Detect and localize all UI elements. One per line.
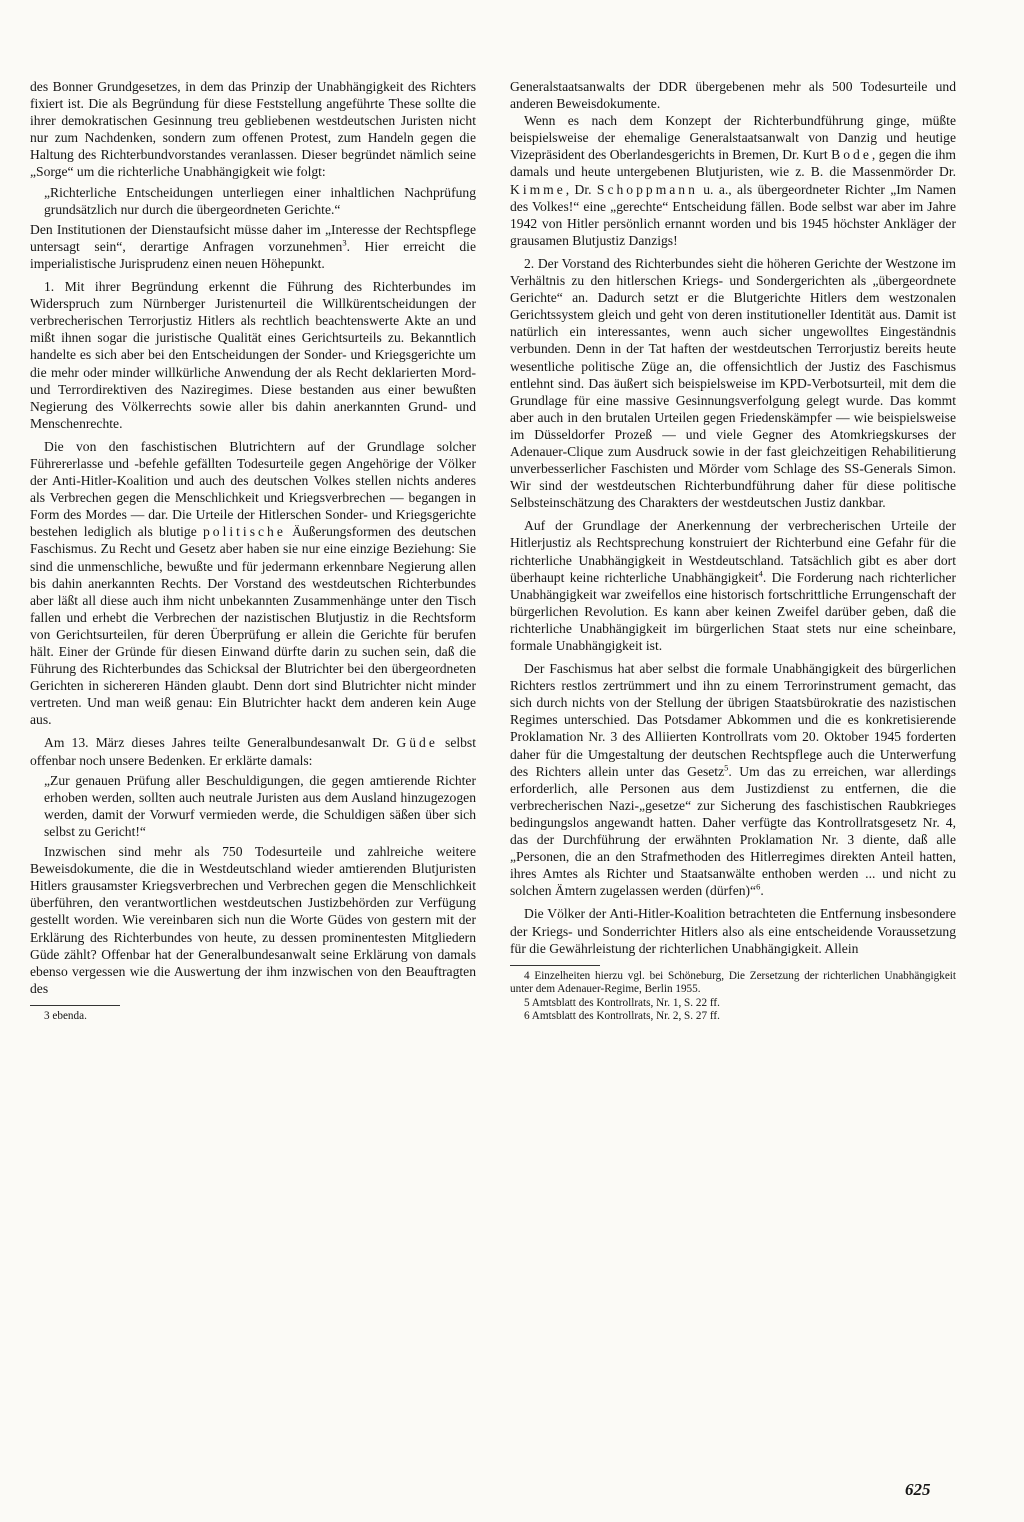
footnote-4: 4 Einzelheiten hierzu vgl. bei Schöneburg, Die Zersetzung der richterlichen Unabhängigkeit unter dem Adenauer-Regime, Berlin 1955.	[510, 969, 956, 996]
paragraph: Die von den faschistischen Blutrichtern auf der Grundlage solcher Führererlasse und -befehle gefällten Todesurteile gegen Angehörige der Völker der Anti-Hitler-Koalition und auch des deutschen Volkes stellen nichts anderes als Verbrechen gegen die Menschlichkeit und Kriegsverbrechen — begangen in Form des Mordes — dar. Die Urteile der Hitlerschen Sonder- und Kriegsgerichte bestehen lediglich als blutige politische Äußerungsformen des deutschen Faschismus. Zu Recht und Gesetz aber haben sie nur eine einzige Beziehung: Sie sind die unmenschliche, bewußte und für jedermann erkennbare Negierung allen bis dahin anerkannten Rechts. Der Vorstand des westdeutschen Richterbundes aber läßt all diese auch ihm nicht unbekannten Zusammenhänge unter den Tisch fallen und erhebt die Verbrechen der nazistischen Blutjustiz in die Rechtsform von Gerichtsurteilen, für deren Überprüfung er allein die Gerichte für berufen hält. Einer der Gründe für diesen Einwand dürfte darin zu suchen sein, daß die Führung des Richterbundes das Schicksal der Blutrichter bei den übergeordneten Gerichten in sichereren Händen glaubt. Denn dort sind Blutrichter nicht minder vertreten. Und man weiß genau: Ein Blutrichter hackt dem anderen kein Auge aus.	[30, 438, 477, 728]
quote: „Zur genauen Prüfung aller Beschuldigungen, die gegen amtierende Richter erhoben werden, sollten auch neutrale Juristen aus dem Ausland hinzugezogen werden, damit der Vorwurf vermieden werde, die Schuldigen säßen über sich selbst zu Gericht!“	[44, 772, 476, 839]
paragraph: Wenn es nach dem Konzept der Richterbundführung ginge, müßte beispielsweise der ehemalige Generalstaatsanwalt von Danzig und heutige Vizepräsident des Oberlandesgerichts in Bremen, Dr. Kurt Bode, gegen die ihm damals und heute untergebenen Blutjuristen, wie z. B. die Massenmörder Dr. Kimme, Dr. Schoppmann u. a., als übergeordneter Richter „Im Namen des Volkes!“ eine „gerechte“ Entscheidung fällen. Bode selbst war aber im Jahre 1942 von Hitler persönlich ernannt worden und bis 1945 höchster Ankläger der grausamen Blutjustiz Danzigs!	[510, 113, 957, 248]
footnote-ref[interactable]: 4	[758, 568, 763, 579]
paragraph: Die Völker der Anti-Hitler-Koalition betrachteten die Entfernung insbesondere der Kriegs- und Sonderrichter Hitlers also als eine entscheidende Voraussetzung für die Gewährleistung der richterlichen Unabhängigkeit. Allein	[510, 906, 956, 956]
paragraph: des Bonner Grundgesetzes, in dem das Prinzip der Unabhängigkeit des Richters fixiert ist. Die als Begründung für diese Feststellung angeführte These sollte die ihrer demokratischen Gesinnung treu gebliebenen westdeutschen Juristen nicht nur zum Nachdenken, sondern zum offenen Protest, zum Handeln gegen die Haltung des Richterbundvorstandes veranlassen. Dieser begründet nämlich seine „Sorge“ um die richterliche Unabhängigkeit wie folgt:	[30, 79, 476, 180]
paragraph: Inzwischen sind mehr als 750 Todesurteile und zahlreiche weitere Beweisdokumente, die die in Westdeutschland wieder amtierenden Blutjuristen Hitlers grausamster Kriegsverbrechen und Verbrechen gegen die Menschlichkeit überführen, den verantwortlichen westdeutschen Justizbehörden zur Verfügung gestellt worden. Wie vereinbaren sich nun die Worte Güdes von gestern mit der Erklärung des Richterbundes von heute, zu dessen prominentesten Mitgliedern Güde zählt? Offenbar hat der Generalbundesanwalt seine Erklärung von damals ebenso vergessen wie die Auswertung der ihm inzwischen von den Beauftragten des	[30, 844, 476, 996]
paragraph: Generalstaatsanwalts der DDR übergebenen mehr als 500 Todesurteile und anderen Beweisdokumente.	[510, 79, 956, 112]
page-number: 625	[905, 1480, 931, 1499]
footnote-3: 3 ebenda.	[44, 1009, 87, 1022]
footnote-ref[interactable]: 3	[342, 237, 347, 248]
paragraph: 1. Mit ihrer Begründung erkennt die Führung des Richterbundes im Widerspruch zum Nürnberger Juristenurteil die Willkürentscheidungen der verbrecherischen Terrorjustiz Hitlers als rechtlich beachtenswerte Akte an und mißt ihnen sogar die juristische Qualität eines Gerichtsurteils zu. Bekanntlich handelte es sich aber bei den Entscheidungen der Sonder- und Kriegsgerichte um die mehr oder minder willkürliche Anwendung der als Recht deklarierten Mord- und Terrordirektiven des Naziregimes. Diese bestanden aus einer bewußten Negierung des Völkerrechts sowie aller bis dahin anerkannten Grund- und Menschenrechte.	[30, 279, 476, 431]
footnote-divider	[30, 1005, 120, 1006]
footnote-ref[interactable]: 6	[756, 881, 761, 892]
footnote-5: 5 Amtsblatt des Kontrollrats, Nr. 1, S. 22 ff.	[524, 996, 720, 1009]
paragraph: Auf der Grundlage der Anerkennung der verbrecherischen Urteile der Hitlerjustiz als Rechtsprechung konstruiert der Richterbund eine Gefahr für die richterliche Unabhängigkeit in Westdeutschland. Tatsächlich gibt es aber dort überhaupt keine richterliche Unabhängigkeit$^4$. Die Forderung nach richterlicher Unabhängigkeit war zweifellos eine historisch fortschrittliche Errungenschaft der bürgerlichen Revolution. Es kann aber keinen Zweifel darüber geben, daß die richterliche Unabhängigkeit im bürgerlichen Staat stets nur eine scheinbare, formale Unabhängigkeit ist.	[510, 518, 957, 653]
paragraph: Den Institutionen der Dienstaufsicht müsse daher im „Interesse der Rechtspflege untersagt sein“, derartige Anfragen vorzunehmen$^3$. Hier erreicht die imperialistische Jurisprudenz einen neuen Höhepunkt.	[30, 221, 476, 271]
quote: „Richterliche Entscheidungen unterliegen einer inhaltlichen Nachprüfung grundsätzlich nur durch die übergeordneten Gerichte.“	[44, 184, 476, 217]
footnote-divider	[510, 965, 600, 966]
paragraph: Der Faschismus hat aber selbst die formale Unabhängigkeit des bürgerlichen Richters restlos zertrümmert und ihn zu einem Terrorinstrument gemacht, das sich durch nichts von der Stellung der übrigen Staatsbürokratie des nazistischen Regimes unterschied. Das Potsdamer Abkommen und die es konkretisierende Proklamation Nr. 3 des Alliierten Kontrollrats vom 20. Oktober 1945 forderten daher für die Umgestaltung der deutschen Rechtspflege auch die Unterwerfung des Richters allein unter das Gesetz$^5$. Um das zu erreichen, war allerdings erforderlich, alle Personen aus dem Justizdienst zu entfernen, die die verbrecherischen Nazi-„gesetze“ zur Sicherung des faschistischen Raubkrieges bedingungslos angewandt hatten. Daher verfügte das Kontrollratsgesetz Nr. 4, das der Durchführung der erwähnten Proklamation Nr. 3 diente, daß alle „Personen, die an den Strafmethoden des Hitlerregimes direkten Anteil hatten, ihres Amtes als Richter und Staatsanwälte enthoben werden ... und nicht zu solchen Ämtern zugelassen werden (dürfen)“$^6$.	[510, 661, 956, 899]
left-column	[30, 78, 476, 1023]
paragraph: Am 13. März dieses Jahres teilte Generalbundesanwalt Dr. Güde selbst offenbar noch unsere Bedenken. Er erklärte damals:	[30, 735, 476, 768]
footnote-ref[interactable]: 5	[724, 762, 729, 773]
paragraph: 2. Der Vorstand des Richterbundes sieht die höheren Gerichte der Westzone im Verhältnis zu den hitlerschen Kriegs- und Sondergerichten als „übergeordnete Gerichte“ an. Dadurch setzt er die Blutgerichte Hitlers dem westzonalen Gerichtssystem gleich und geht von deren institutioneller Identität aus. Damit ist natürlich ein interessantes, wenn auch sicher ungewolltes Eingeständnis verbunden. Denn in der Tat haften der westdeutschen Terrorjustiz bereits heute wesentliche politische Züge an, die offensichtlich der Justiz des Faschismus entlehnt sind. Das äußert sich beispielsweise im KPD-Verbotsurteil, mit dem die Grundlage für eine massive Gesinnungsverfolgung gelegt wurde. Das kommt aber auch in den brutalen Urteilen gegen Friedenskämpfer — wie beispielsweise im Düsseldorfer Prozeß — und viele Gegner des Atomkriegskurses der Adenauer-Clique zum Ausdruck sowie in der fast gleichzeitigen Rehabilitierung unverbesserlicher Faschisten und Mörder vom Schlage des SS-Generals Simon. Wir sind der westdeutschen Richterbundführung daher für diese politische Selbsteinschätzung des Charakters der westdeutschen Justiz dankbar.	[510, 255, 956, 511]
footnote-6: 6 Amtsblatt des Kontrollrats, Nr. 2, S. 27 ff.	[524, 1010, 720, 1023]
right-column	[510, 78, 956, 1024]
